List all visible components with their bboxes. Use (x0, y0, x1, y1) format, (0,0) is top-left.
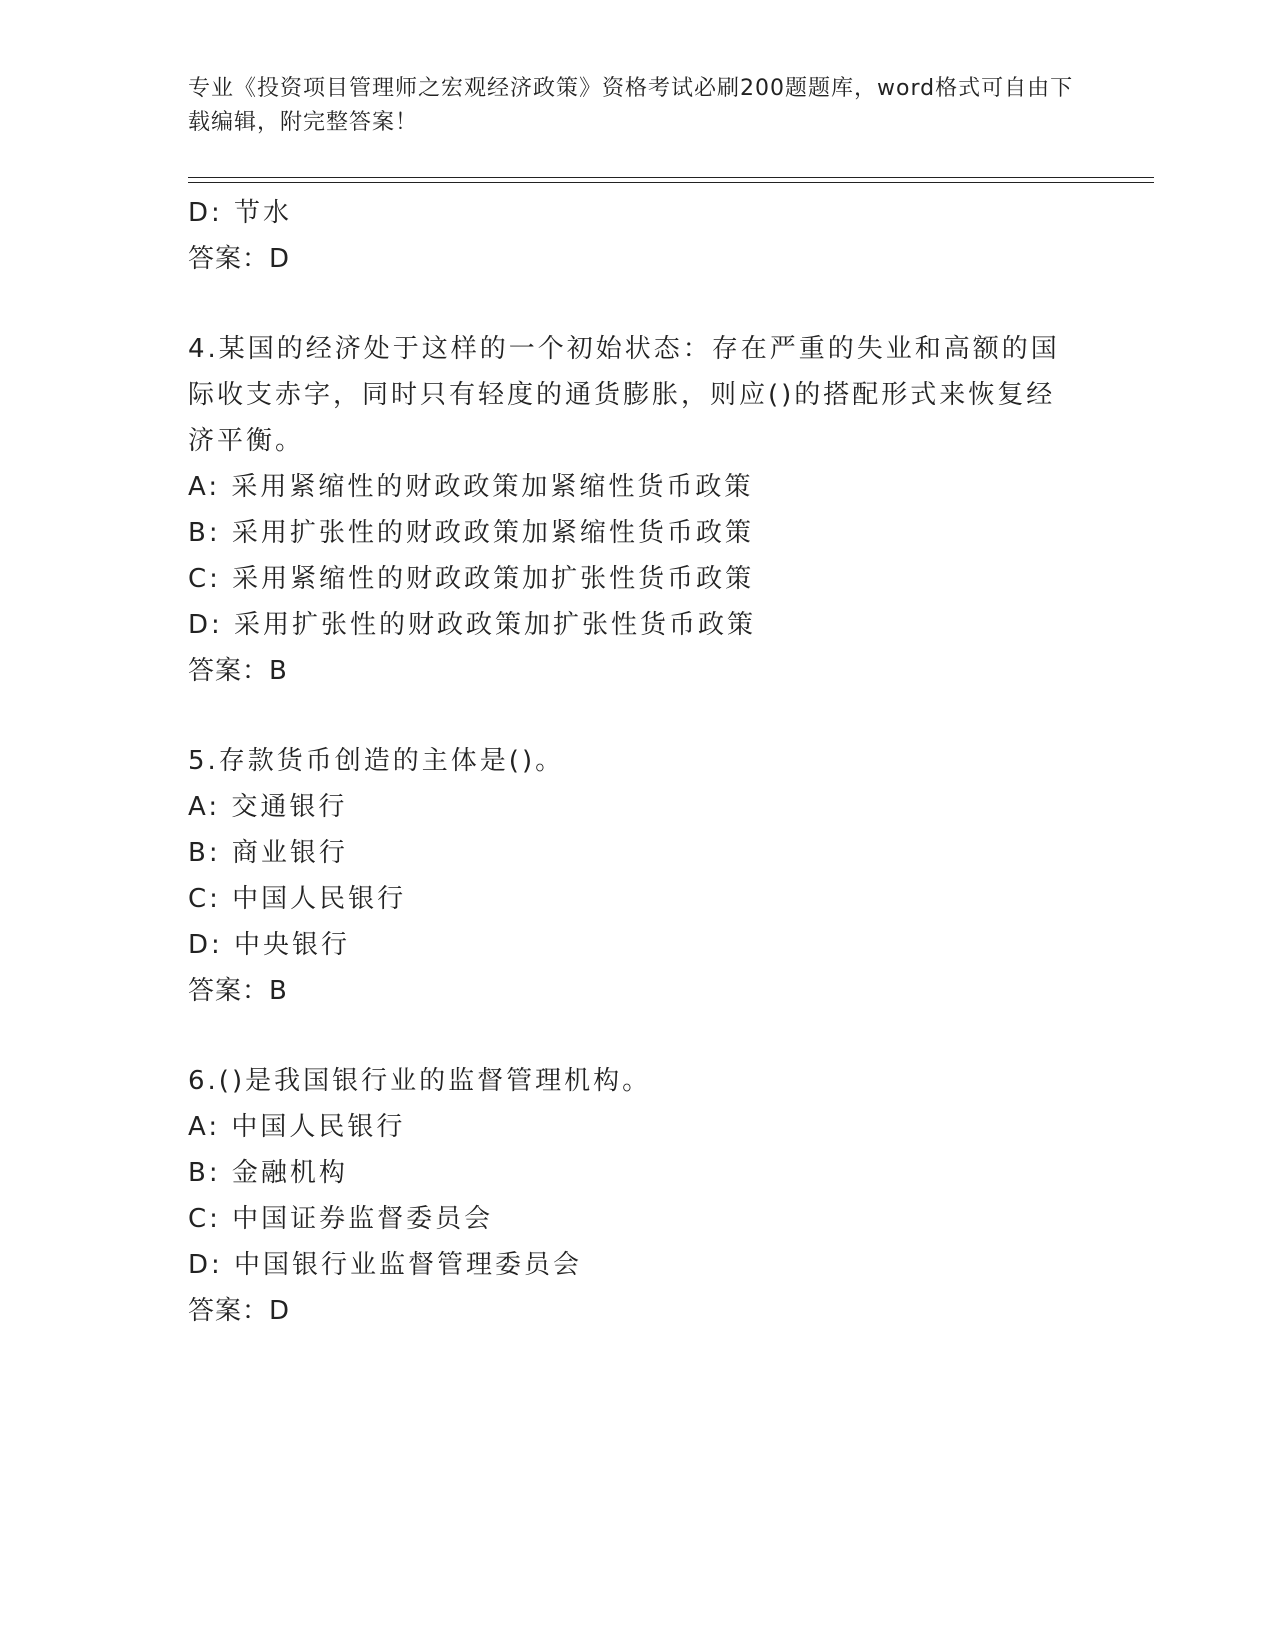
question-6 (188, 1058, 1088, 1334)
option-d: D: 节水 (188, 198, 293, 228)
option-b: B: 商业银行 (188, 838, 348, 868)
option-a: A: 采用紧缩性的财政政策加紧缩性货币政策 (188, 472, 754, 502)
question-list (188, 190, 1088, 1334)
option-d: D: 中央银行 (188, 930, 351, 960)
question-stem: 6.()是我国银行业的监督管理机构。 (188, 1066, 652, 1096)
answer-line: 答案：B (188, 976, 288, 1006)
question-stem: 5.存款货币创造的主体是()。 (188, 746, 565, 776)
option-d: D: 中国银行业监督管理委员会 (188, 1250, 583, 1280)
answer-line: 答案：B (188, 656, 288, 686)
question-5 (188, 738, 1088, 1014)
option-c: C: 中国证券监督委员会 (188, 1204, 494, 1234)
answer-line: 答案：D (188, 244, 291, 274)
document-header: 专业《投资项目管理师之宏观经济政策》资格考试必刷200题题库，word格式可自由下载编辑，附完整答案！ (188, 76, 1074, 135)
question-4 (188, 326, 1088, 694)
option-d: D: 采用扩张性的财政政策加扩张性货币政策 (188, 610, 757, 640)
option-b: B: 采用扩张性的财政政策加紧缩性货币政策 (188, 518, 754, 548)
header-rule-top (188, 177, 1154, 178)
option-c: C: 采用紧缩性的财政政策加扩张性货币政策 (188, 564, 755, 594)
previous-question-tail (188, 190, 1088, 282)
option-a: A: 中国人民银行 (188, 1112, 406, 1142)
option-b: B: 金融机构 (188, 1158, 348, 1188)
header-rule-bottom (188, 182, 1154, 183)
answer-line: 答案：D (188, 1296, 291, 1326)
option-c: C: 中国人民银行 (188, 884, 407, 914)
question-stem: 4.某国的经济处于这样的一个初始状态：存在严重的失业和高额的国际收支赤字，同时只有轻度的通货膨胀，则应()的搭配形式来恢复经济平衡。 (188, 334, 1060, 456)
option-a: A: 交通银行 (188, 792, 348, 822)
